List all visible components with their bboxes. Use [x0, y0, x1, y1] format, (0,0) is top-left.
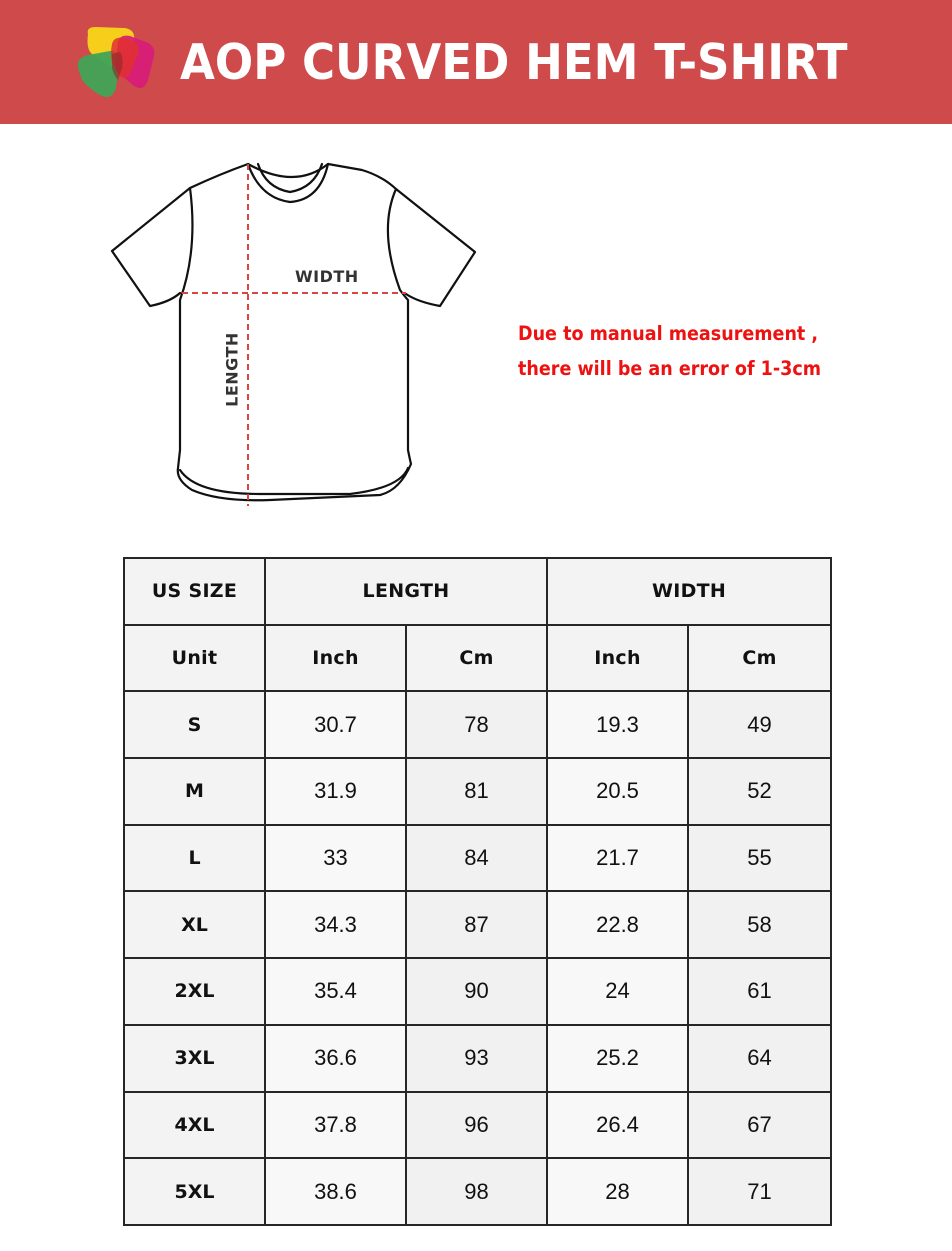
table-row [124, 1092, 831, 1159]
table-row [124, 825, 831, 892]
width-cm-cell: 55 [688, 825, 831, 892]
length-cm-cell: 96 [406, 1092, 547, 1159]
header-banner [0, 0, 952, 124]
size-cell: 4XL [124, 1092, 265, 1159]
table-unit-row [124, 625, 831, 692]
table-row [124, 1025, 831, 1092]
width-inch-cell: 21.7 [547, 825, 688, 892]
width-inch-cell: 20.5 [547, 758, 688, 825]
size-cell: 5XL [124, 1158, 265, 1225]
length-inch-cell: 34.3 [265, 891, 406, 958]
size-cell: XL [124, 891, 265, 958]
header-width: WIDTH [547, 558, 831, 625]
header-us-size: US SIZE [124, 558, 265, 625]
header-width-cm: Cm [688, 625, 831, 692]
length-cm-cell: 81 [406, 758, 547, 825]
size-chart-table [123, 557, 832, 1226]
width-cm-cell: 61 [688, 958, 831, 1025]
length-cm-cell: 84 [406, 825, 547, 892]
header-length-inch: Inch [265, 625, 406, 692]
width-cm-cell: 64 [688, 1025, 831, 1092]
width-inch-cell: 24 [547, 958, 688, 1025]
table-header-row [124, 558, 831, 625]
width-cm-cell: 58 [688, 891, 831, 958]
note-line-2: there will be an error of 1-3cm [518, 357, 822, 380]
width-inch-cell: 22.8 [547, 891, 688, 958]
size-cell: L [124, 825, 265, 892]
length-cm-cell: 87 [406, 891, 547, 958]
size-cell: 3XL [124, 1025, 265, 1092]
width-cm-cell: 71 [688, 1158, 831, 1225]
length-inch-cell: 35.4 [265, 958, 406, 1025]
tshirt-diagram-icon [100, 150, 490, 520]
length-inch-cell: 31.9 [265, 758, 406, 825]
length-inch-cell: 37.8 [265, 1092, 406, 1159]
length-inch-cell: 30.7 [265, 691, 406, 758]
brand-logo-icon [76, 24, 160, 100]
length-cm-cell: 98 [406, 1158, 547, 1225]
width-inch-cell: 19.3 [547, 691, 688, 758]
note-line-1: Due to manual measurement , [518, 322, 819, 345]
width-inch-cell: 28 [547, 1158, 688, 1225]
width-inch-cell: 26.4 [547, 1092, 688, 1159]
measurement-error-note [518, 316, 842, 386]
header-length-cm: Cm [406, 625, 547, 692]
size-cell: 2XL [124, 958, 265, 1025]
width-measure-label: WIDTH [295, 267, 359, 286]
table-row [124, 1158, 831, 1225]
table-row [124, 691, 831, 758]
header-unit: Unit [124, 625, 265, 692]
table-row [124, 958, 831, 1025]
table-row [124, 758, 831, 825]
length-inch-cell: 33 [265, 825, 406, 892]
size-cell: M [124, 758, 265, 825]
size-cell: S [124, 691, 265, 758]
table-row [124, 891, 831, 958]
width-cm-cell: 49 [688, 691, 831, 758]
length-cm-cell: 90 [406, 958, 547, 1025]
length-inch-cell: 36.6 [265, 1025, 406, 1092]
header-length: LENGTH [265, 558, 547, 625]
length-inch-cell: 38.6 [265, 1158, 406, 1225]
length-measure-label: LENGTH [222, 332, 242, 407]
width-inch-cell: 25.2 [547, 1025, 688, 1092]
width-cm-cell: 52 [688, 758, 831, 825]
header-width-inch: Inch [547, 625, 688, 692]
page-title: AOP CURVED HEM T-SHIRT [180, 34, 848, 91]
length-cm-cell: 93 [406, 1025, 547, 1092]
length-cm-cell: 78 [406, 691, 547, 758]
width-cm-cell: 67 [688, 1092, 831, 1159]
